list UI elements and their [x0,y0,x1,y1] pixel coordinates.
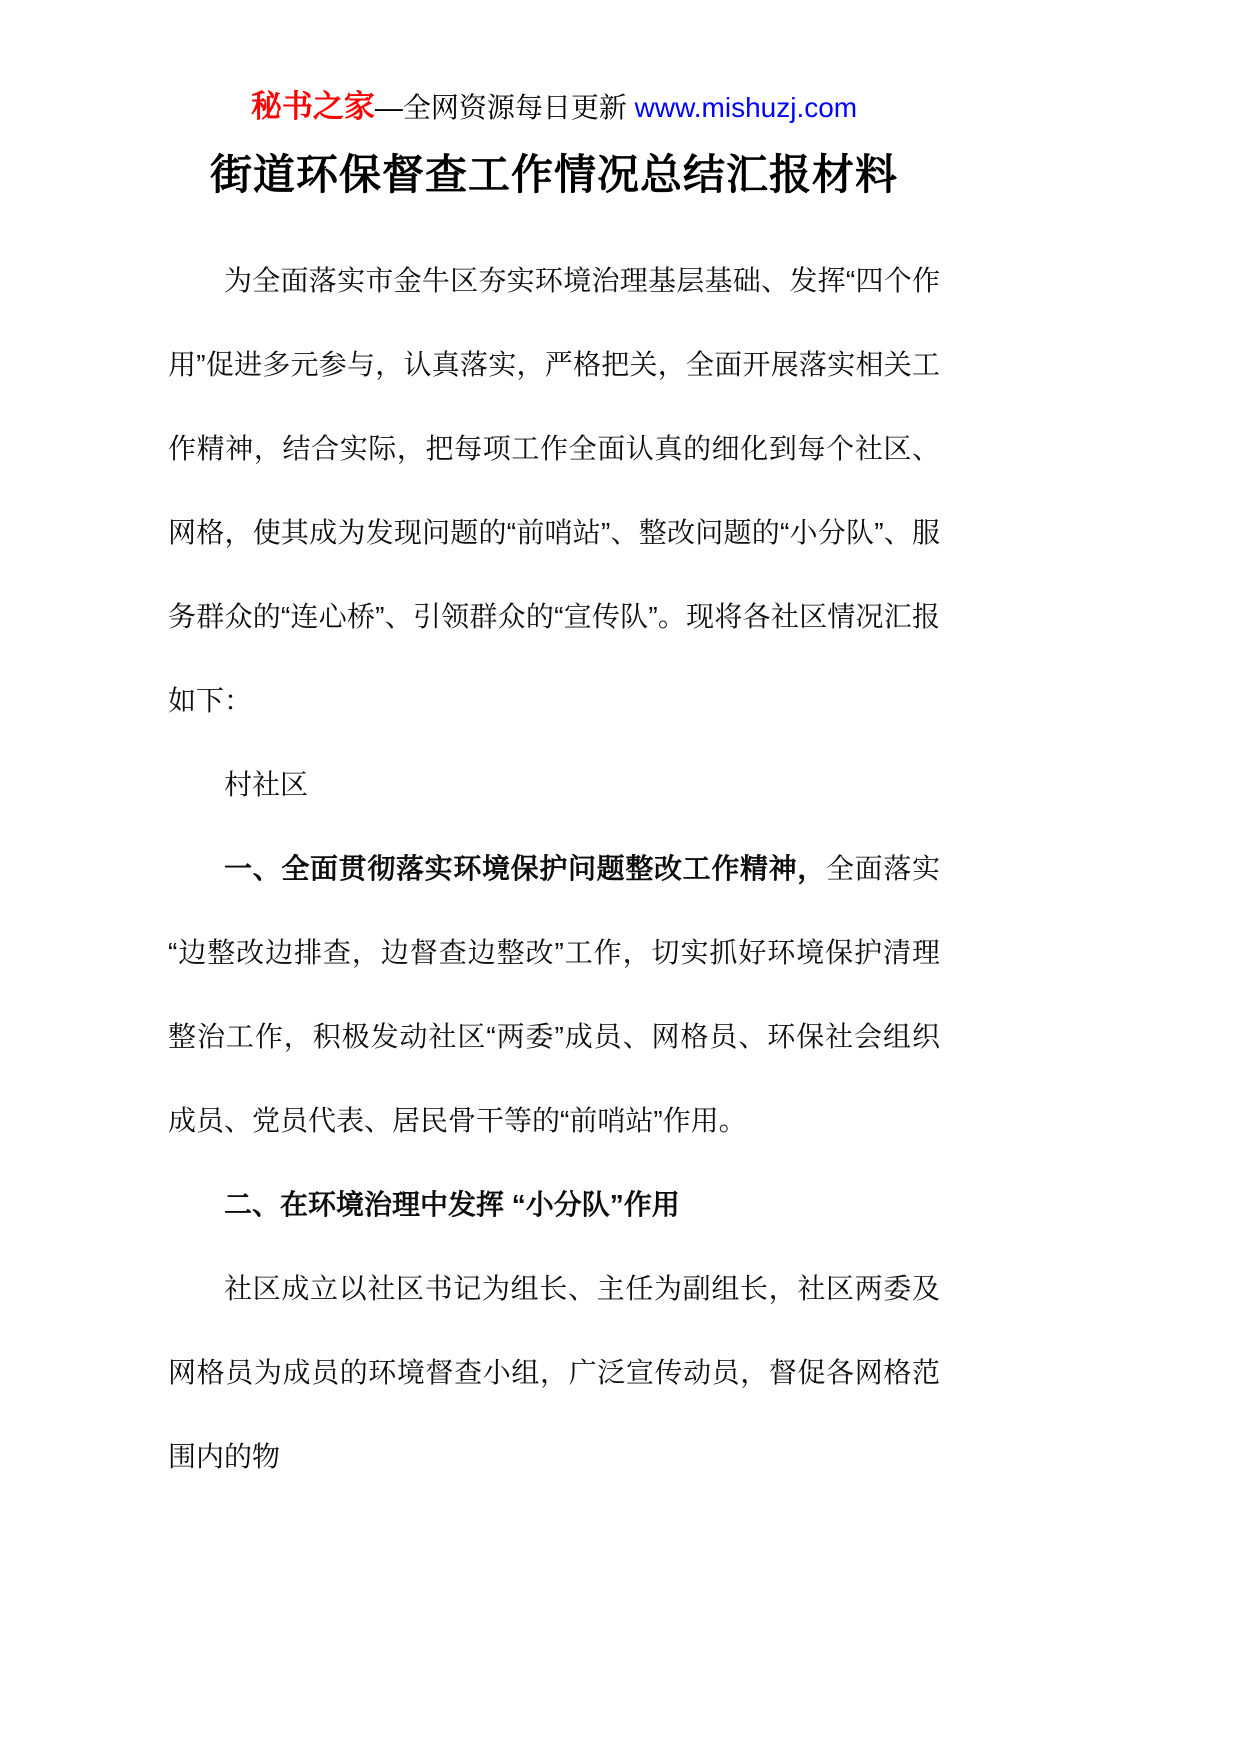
document-content [168,88,940,1499]
paragraph-village-label: 村社区 [224,769,309,800]
site-brand: 秘书之家 [250,89,375,124]
document-body [168,239,940,1499]
section-1-paragraph [168,827,940,1163]
section-1-heading: 一、全面贯彻落实环境保护问题整改工作精神， [224,853,826,884]
document-title: 街道环保督查工作情况总结汇报材料 [209,153,898,199]
site-header [168,88,940,127]
section-2-heading: 二、在环境治理中发挥 “小分队”作用 [224,1189,680,1220]
section-1-text: 全面落实“边整改边排查，边督查边整改”工作，切实抓好环境保护清理整治工作，积极发动社区“两委”成员、网格员、环保社会组织成员、党员代表、居民骨干等的“前哨站”作用。 [168,853,940,1136]
paragraph-intro: 为全面落实市金牛区夯实环境治理基层基础、发挥“四个作用”促进多元参与，认真落实，严格把关，全面开展落实相关工作精神，结合实际，把每项工作全面认真的细化到每个社区、网格，使其成为发现问题的“前哨站”、整改问题的“小分队”、服务群众的“连心桥”、引领群众的“宣传队”。现将各社区情况汇报如下： [168,265,940,716]
site-tagline: —全网资源每日更新 [374,92,635,123]
paragraph-duty-group: 社区成立以社区书记为组长、主任为副组长，社区两委及网格员为成员的环境督查小组，广泛宣传动员，督促各网格范围内的物 [168,1273,940,1472]
site-url-link[interactable]: www.mishuzj.com [634,92,858,123]
